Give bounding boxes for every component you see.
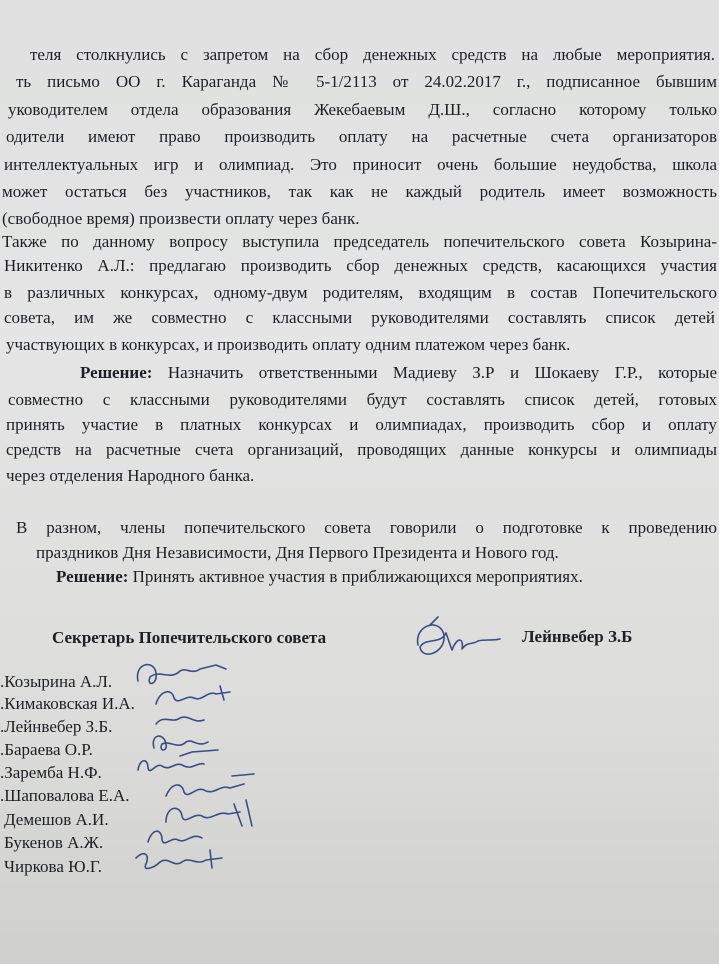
body-line: совета, им же совместно с классными руководителями составлять список детей <box>4 308 715 327</box>
body-line: интеллектуальных игр и олимпиад. Это приносит очень большие неудобства, школа <box>4 155 717 174</box>
member-name: Букенов А.Ж. <box>4 833 104 852</box>
secretary-signature <box>400 605 510 675</box>
misc-line: праздников Дня Независимости, Дня Первого Президента и Нового год. <box>36 543 559 562</box>
body-line: Никитенко А.Л.: предлагаю производить сбор денежных средств, касающихся участия <box>4 256 717 275</box>
secretary-title: Секретарь Попечительского совета <box>52 628 327 647</box>
decision-line: совместно с классными руководителями будут составлять список детей, готовых <box>8 390 717 409</box>
body-line: Также по данному вопросу выступила председатель попечительского совета Козырина- <box>2 232 717 251</box>
body-line: может остаться без участников, так как не каждый родитель имеет возможность <box>2 182 717 201</box>
secretary-name: Лейнвебер З.Б <box>522 627 633 646</box>
decision2-label: Решение: <box>56 567 129 586</box>
body-line: теля столкнулись с запретом на сбор денежных средств на любые мероприятия. <box>30 45 715 64</box>
decision-line: через отделения Народного банка. <box>6 466 255 485</box>
decision-label: Решение: <box>80 363 153 382</box>
body-line: (свободное время) произвести оплату через банк. <box>2 209 360 228</box>
member-name: .Кимаковская И.А. <box>0 694 135 713</box>
member-name: Чиркова Ю.Г. <box>4 857 103 876</box>
member-signature <box>130 844 240 880</box>
decision-line: средств на расчетные счета организаций, проводящих данные конкурсы и олимпиады <box>6 440 717 459</box>
body-line: ть письмо ОО г. Караганда № 5-1/2113 от 24.02.2017 г., подписанное бывшим <box>16 72 717 91</box>
member-name: .Шаповалова Е.А. <box>0 786 130 805</box>
misc-line: В разном, члены попечительского совета говорили о подготовке к проведению <box>16 518 717 537</box>
body-line: участвующих в конкурсах, и производить оплату одним платежом через банк. <box>6 335 571 354</box>
member-name: .Козырина А.Л. <box>0 672 113 691</box>
decision2-text: Принять активное участия в приближающихся мероприятиях. <box>132 567 583 586</box>
decision-line: принять участие в платных конкурсах и олимпиадах, производить сбор и оплату <box>6 415 717 434</box>
body-line: уководителем отдела образования Жекебаевым Д.Ш., согласно которому только <box>8 100 717 119</box>
member-name: .Лейнвебер З.Б. <box>0 717 113 736</box>
body-line: одители имеют право производить оплату на расчетные счета организаторов <box>6 127 717 146</box>
member-name: .Заремба Н.Ф. <box>0 763 102 782</box>
decision2-line <box>56 567 719 587</box>
member-name: Демешов А.И. <box>4 810 109 829</box>
decision-text: Назначить ответственными Мадиеву З.Р и Шокаеву Г.Р., которые <box>167 363 718 382</box>
body-line: в различных конкурсах, одному-двум родителям, входящим в состав Попечительского <box>4 283 717 302</box>
decision-line <box>80 363 717 383</box>
member-name: .Бараева О.Р. <box>0 740 93 759</box>
